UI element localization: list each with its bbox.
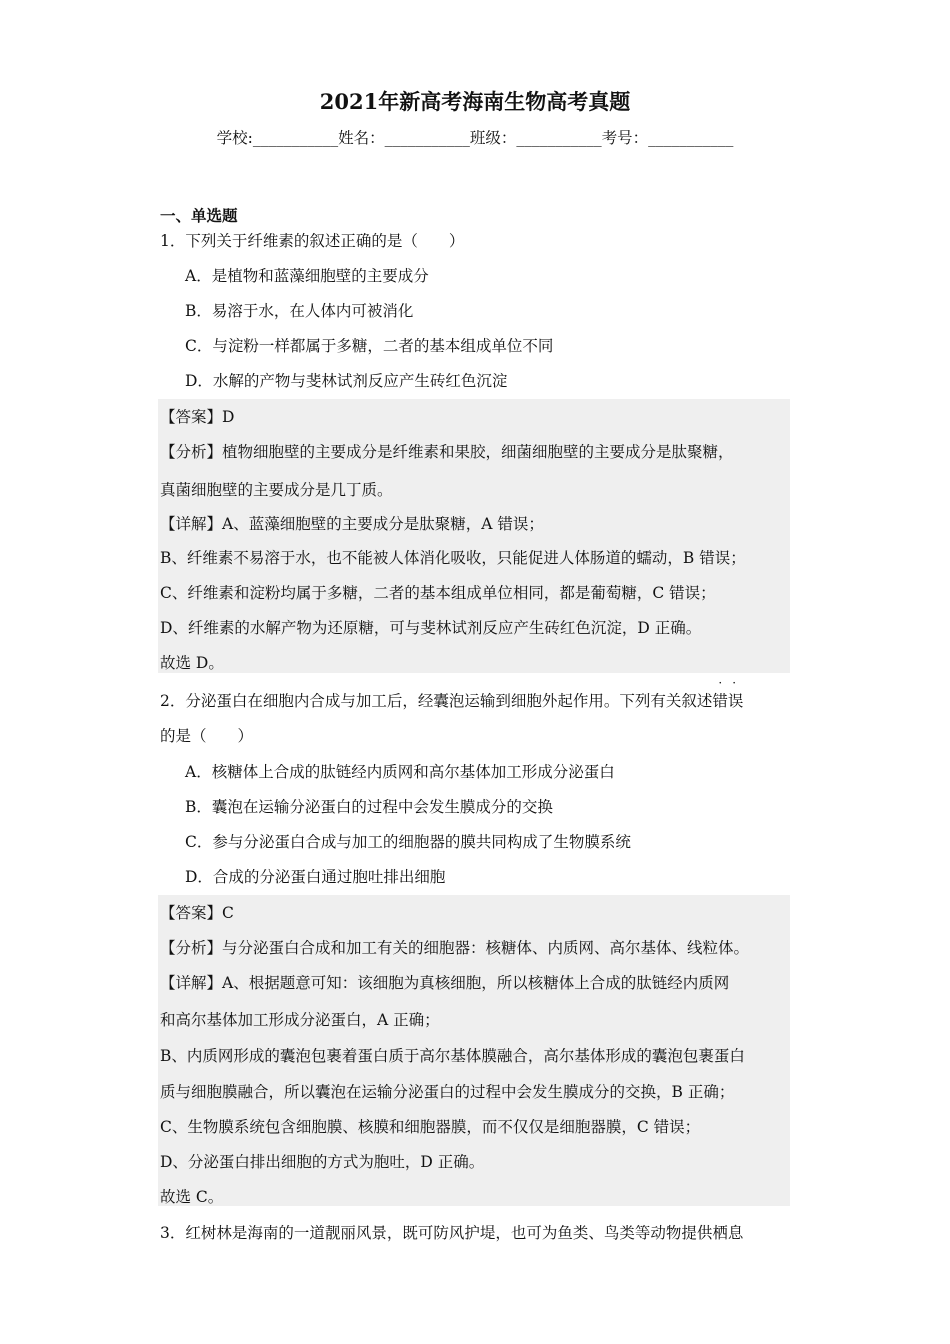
question-2-detail-b: B、内质网形成的囊泡包裹着蛋白质于高尔基体膜融合，高尔基体形成的囊泡包裹蛋白 — [160, 1047, 745, 1065]
question-2-option-b: B．囊泡在运输分泌蛋白的过程中会发生膜成分的交换 — [185, 798, 553, 816]
question-2-option-d: D．合成的分泌蛋白通过胞吐排出细胞 — [185, 868, 446, 886]
analysis-text: 与分泌蛋白合成和加工有关的细胞器：核糖体、内质网、高尔基体、线粒体。 — [222, 939, 750, 957]
analysis-text: 植物细胞壁的主要成分是纤维素和果胶，细菌细胞壁的主要成分是肽聚糖， — [222, 443, 734, 461]
question-2-detail-b-cont: 质与细胞膜融合，所以囊泡在运输分泌蛋白的过程中会发生膜成分的交换，B 正确； — [160, 1083, 735, 1101]
student-info-line: 学校:___________姓名：___________班级：___________考号：___________ — [216, 129, 734, 147]
question-2-option-a: A．核糖体上合成的肽链经内质网和高尔基体加工形成分泌蛋白 — [185, 763, 615, 781]
analysis-label: 【分析】 — [160, 443, 223, 461]
question-2-emphasis — [712, 676, 747, 711]
section-heading: 一、单选题 — [160, 206, 238, 225]
question-2-analysis — [160, 936, 749, 958]
question-1-detail-c: C、纤维素和淀粉均属于多糖，二者的基本组成单位相同，都是葡萄糖，C 错误； — [160, 584, 716, 602]
question-3-stem: 3．红树林是海南的一道靓丽风景，既可防风护堤，也可为鱼类、鸟类等动物提供栖息 — [160, 1224, 744, 1242]
detail-text: A、蓝藻细胞壁的主要成分是肽聚糖，A 错误； — [222, 515, 544, 533]
answer-label: 【答案】 — [160, 408, 223, 426]
answer-value: D — [222, 408, 235, 426]
answer-label: 【答案】 — [160, 904, 223, 922]
question-2-detail-d: D、分泌蛋白排出细胞的方式为胞吐，D 正确。 — [160, 1153, 485, 1171]
question-1-analysis-cont: 真菌细胞壁的主要成分是几丁质。 — [160, 481, 393, 499]
question-2-detail-a-cont: 和高尔基体加工形成分泌蛋白，A 正确； — [160, 1011, 440, 1029]
analysis-label: 【分析】 — [160, 939, 223, 957]
emphasis-word: 错误 — [712, 692, 744, 710]
detail-text: A、根据题意可知：该细胞为真核细胞，所以核糖体上合成的肽链经内质网 — [222, 974, 730, 992]
question-2-stem — [160, 676, 747, 711]
question-1-option-a: A．是植物和蓝藻细胞壁的主要成分 — [185, 267, 429, 285]
question-2-detail — [160, 971, 729, 993]
question-2-stem-cont: 的是（ ） — [160, 727, 254, 745]
question-1-detail-d: D、纤维素的水解产物为还原糖，可与斐林试剂反应产生砖红色沉淀，D 正确。 — [160, 619, 702, 637]
question-2-conclusion: 故选 C。 — [160, 1188, 224, 1206]
question-1-stem: 1．下列关于纤维素的叙述正确的是（ ） — [160, 232, 465, 250]
question-1-analysis — [160, 440, 734, 462]
question-1-option-b: B．易溶于水，在人体内可被消化 — [185, 302, 414, 320]
question-2-answer — [160, 901, 234, 923]
question-2-option-c: C．参与分泌蛋白合成与加工的细胞器的膜共同构成了生物膜系统 — [185, 833, 631, 851]
question-1-option-c: C．与淀粉一样都属于多糖，二者的基本组成单位不同 — [185, 337, 554, 355]
detail-label: 【详解】 — [160, 515, 223, 533]
question-1-detail — [160, 512, 544, 534]
answer-value: C — [222, 904, 234, 922]
question-1-answer — [160, 405, 234, 427]
question-1-option-d: D．水解的产物与斐林试剂反应产生砖红色沉淀 — [185, 372, 508, 390]
emphasis-dots: ·· — [718, 676, 747, 690]
question-2-detail-c: C、生物膜系统包含细胞膜、核膜和细胞器膜，而不仅仅是细胞器膜，C 错误； — [160, 1118, 701, 1136]
question-2-stem-text: 2．分泌蛋白在细胞内合成与加工后，经囊泡运输到细胞外起作用。下列有关叙述 — [160, 692, 713, 710]
detail-label: 【详解】 — [160, 974, 223, 992]
document-title: 2021年新高考海南生物高考真题 — [319, 89, 631, 114]
question-1-detail-b: B、纤维素不易溶于水，也不能被人体消化吸收，只能促进人体肠道的蠕动，B 错误； — [160, 549, 746, 567]
question-1-conclusion: 故选 D。 — [160, 654, 224, 672]
